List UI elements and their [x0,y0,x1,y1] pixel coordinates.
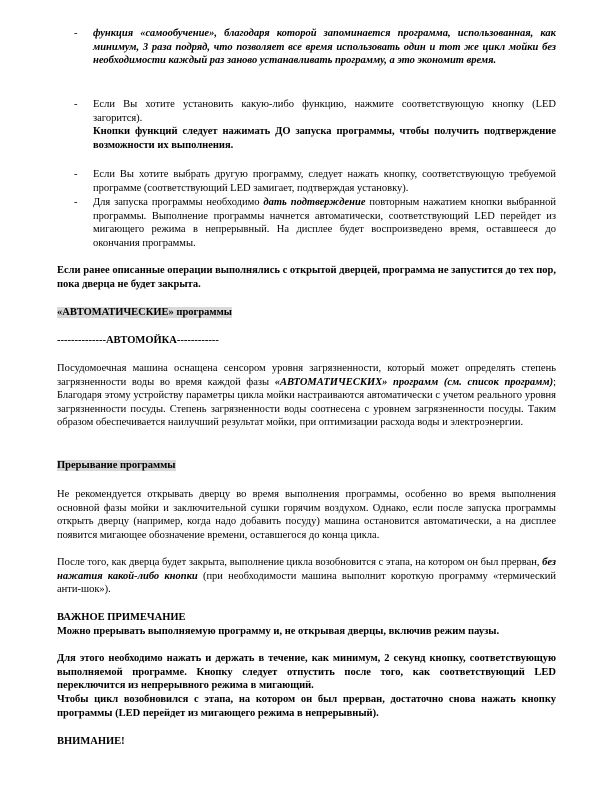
select-program-paragraph: Если Вы хотите выбрать другую программу, следует нажать кнопку, соответствующую требуемой программе (соответствующий LED замигает, подтверждая установку). [93,169,556,194]
auto-emphasis: «АВТОМАТИЧЕСКИХ» программ (см. список программ) [274,376,554,388]
auto-text-post: ; Благодаря этому устройству параметры цикла мойки настраиваются автоматически с учетом реального уровня загрязненности посуды. Степень загрязненности воды соотнесена с уровнем загрязненности посуды. Таким образом обеспечивается наилучший результат мойки, при оптимизации расхода воды и электроэнергии. [57,376,556,429]
bullet-marker: - [74,99,78,110]
interruption-paragraph-1: Не рекомендуется открывать дверцу во время выполнения программы, особенно во время выполнения основной фазы мойки и заключительной сушки горячим воздухом. Однако, если после запуска программы открыть дверцу (например, когда надо добавить посуду) машина остановится автоматически, а на дисплее появится мигающее обозначение времени, оставшегося до конца цикла. [57,489,556,541]
bullet-marker: - [74,28,78,39]
start-program-text-post: повторным нажатием кнопки выбранной программы. Выполнение программы начнется автоматически, соответствующий LED перейдет из мигающего режима в непрерывный. На дисплее будет воспроизведено время, оставшееся до окончания программы. [93,197,557,249]
automoyka-subheading: --------------АВТОМОЙКА------------ [57,335,219,346]
attention-heading: ВНИМАНИЕ! [57,736,125,747]
start-program-emphasis: дать подтверждение [263,197,366,208]
resume-emphasis: без нажатия какой-либо кнопки [57,557,556,582]
resume-text-pre: После того, как дверца будет закрыта, выполнение цикла возобновится с этапа, на котором он был прерван, [57,557,543,568]
auto-text-pre: Посудомоечная машина оснащена сенсором уровня загрязненности, который может определять степень загрязненности воды во время каждой фазы [57,363,556,388]
bullet-marker: - [74,197,78,208]
important-note-hold-button: Для этого необходимо нажать и держать в течение, как минимум, 2 секунд кнопку, соответствующую выполняемой программе. Кнопку следует отпустить после того, как соответствующий LED переключится из непрерывного режима в мигающий. [57,653,556,692]
start-program-text-pre: Для запуска программы необходимо [93,197,264,208]
function-button-paragraph [93,98,556,152]
important-note-heading: ВАЖНОЕ ПРИМЕЧАНИЕ [57,612,186,623]
interruption-heading: Прерывание программы [57,460,176,471]
resume-text-post: (при необходимости машина выполнит короткую программу «термический анти-шок»). [57,570,557,596]
open-door-warning: Если ранее описанные операции выполнялись с открытой дверцей, программа не запустится до тех пор, пока дверца не будет закрыта. [57,265,556,290]
auto-programs-paragraph [57,362,556,430]
start-program-paragraph [93,196,556,250]
important-note-resume: Чтобы цикл возобновился с этапа, на котором он был прерван, достаточно снова нажать кнопку программы (LED перейдет из мигающего режима в непрерывный). [57,694,556,719]
important-note-pause: Можно прерывать выполняемую программу и, не открывая дверцы, включив режим паузы. [57,626,500,637]
function-button-bold-note: Кнопки функций следует нажимать ДО запуска программы, чтобы получить подтверждение возможности их выполнения. [93,126,556,151]
interruption-paragraph-2 [57,556,556,597]
bullet-marker: - [74,169,78,180]
function-button-text: Если Вы хотите установить какую-либо функцию, нажмите соответствующую кнопку (LED загорится). [93,99,556,124]
interruption-heading-row [57,459,556,473]
auto-programs-heading-row [57,306,556,320]
self-learning-paragraph: функция «самообучение», благодаря которой запоминается программа, использованная, как минимум, 3 раза подряд, что позволяет все время использовать один и тот же цикл мойки без необходимости каждый раз заново устанавливать программу, а это экономит время. [93,28,556,67]
auto-programs-heading: «АВТОМАТИЧЕСКИЕ» программы [57,307,232,318]
